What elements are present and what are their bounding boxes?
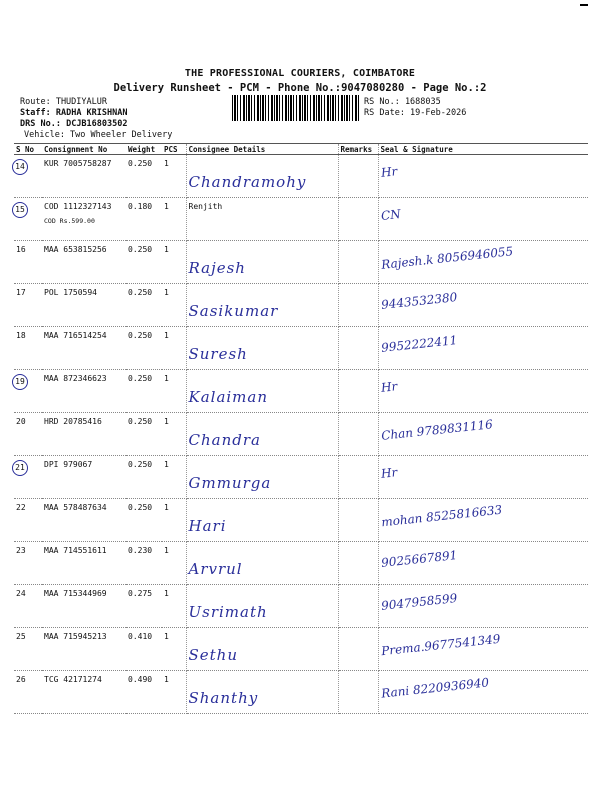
- table-body: [14, 155, 588, 714]
- row-consignment: [42, 370, 126, 413]
- row-remarks: [338, 155, 378, 198]
- row-weight: 0.250: [126, 370, 162, 413]
- col-consignee: Consignee Details: [186, 144, 338, 155]
- row-sno: [14, 198, 42, 241]
- row-signature: [378, 413, 588, 456]
- row-consignee: [186, 327, 338, 370]
- drs-label: DRS No.:: [20, 119, 61, 129]
- row-signature: [378, 585, 588, 628]
- consignment-number: MAA 715344969: [44, 589, 107, 598]
- row-sno: [14, 671, 42, 714]
- consignee-handwritten-name: Rajesh: [188, 259, 246, 277]
- row-sno-value: 20: [16, 417, 26, 426]
- signature-handwriting: 9025667891: [379, 548, 458, 570]
- row-signature: [378, 542, 588, 585]
- corner-mark: [580, 4, 588, 6]
- row-signature: [378, 456, 588, 499]
- runsheet-table: [14, 143, 588, 714]
- vehicle-text: Vehicle: Two Wheeler Delivery: [24, 130, 173, 140]
- signature-handwriting: 9952222411: [379, 333, 458, 355]
- row-remarks: [338, 671, 378, 714]
- table-row: [14, 241, 588, 284]
- consignment-number: TCG 42171274: [44, 675, 102, 684]
- row-consignment: [42, 198, 126, 241]
- table-row: [14, 370, 588, 413]
- row-consignee: [186, 370, 338, 413]
- rs-date: RS Date: 19-Feb-2026: [364, 108, 467, 118]
- row-weight: 0.230: [126, 542, 162, 585]
- row-sno: [14, 241, 42, 284]
- table-row: [14, 456, 588, 499]
- row-remarks: [338, 198, 378, 241]
- row-pcs: 1: [162, 370, 186, 413]
- table-row: [14, 542, 588, 585]
- row-consignment: [42, 628, 126, 671]
- row-signature: [378, 155, 588, 198]
- row-weight: 0.250: [126, 456, 162, 499]
- row-remarks: [338, 370, 378, 413]
- row-weight: 0.250: [126, 327, 162, 370]
- row-signature: [378, 671, 588, 714]
- staff-label: Staff:: [20, 108, 51, 118]
- row-consignment: [42, 413, 126, 456]
- row-sno-value: 19: [12, 374, 28, 390]
- row-pcs: 1: [162, 628, 186, 671]
- row-remarks: [338, 585, 378, 628]
- consignee-handwritten-name: Hari: [188, 517, 227, 535]
- consignee-handwritten-name: Shanthy: [188, 689, 259, 707]
- signature-handwriting: Hr: [379, 465, 398, 481]
- signature-handwriting: Prema.9677541349: [380, 631, 501, 659]
- signature-handwriting: 9047958599: [379, 591, 458, 613]
- row-sno-value: 23: [16, 546, 26, 555]
- row-consignment: [42, 499, 126, 542]
- row-signature: [378, 284, 588, 327]
- row-remarks: [338, 456, 378, 499]
- row-weight: 0.250: [126, 499, 162, 542]
- consignee-handwritten-name: Chandramohy: [188, 173, 307, 191]
- row-sno-value: 25: [16, 632, 26, 641]
- consignee-printed-name: Renjith: [188, 202, 223, 211]
- table-row: [14, 499, 588, 542]
- row-pcs: 1: [162, 413, 186, 456]
- row-sno-value: 24: [16, 589, 26, 598]
- row-sno-value: 22: [16, 503, 26, 512]
- row-signature: [378, 628, 588, 671]
- barcode: [232, 95, 360, 121]
- table-row: [14, 585, 588, 628]
- row-pcs: 1: [162, 284, 186, 327]
- consignee-handwritten-name: Arvrul: [188, 560, 243, 578]
- signature-handwriting: Hr: [379, 164, 398, 180]
- row-consignment: [42, 241, 126, 284]
- consignee-handwritten-name: Gmmurga: [188, 474, 272, 492]
- row-consignee: [186, 628, 338, 671]
- table-row: [14, 671, 588, 714]
- row-weight: 0.180: [126, 198, 162, 241]
- col-signature: Seal & Signature: [378, 144, 588, 155]
- drs-line: [20, 119, 128, 129]
- route-text: Route: THUDIYALUR: [20, 97, 107, 107]
- consignee-handwritten-name: Usrimath: [188, 603, 268, 621]
- signature-handwriting: Rani 8220936940: [380, 675, 490, 701]
- row-sno: [14, 284, 42, 327]
- row-consignment: [42, 327, 126, 370]
- consignee-handwritten-name: Sethu: [188, 646, 239, 664]
- row-pcs: 1: [162, 155, 186, 198]
- table-row: [14, 155, 588, 198]
- rs-number: RS No.: 1688035: [364, 97, 441, 107]
- row-remarks: [338, 327, 378, 370]
- signature-handwriting: Chan 9789831116: [380, 417, 493, 443]
- row-weight: 0.250: [126, 284, 162, 327]
- consignee-handwritten-name: Sasikumar: [188, 302, 279, 320]
- col-weight: Weight: [126, 144, 162, 155]
- consignee-handwritten-name: Kalaiman: [188, 388, 269, 406]
- consignment-number: POL 1750594: [44, 288, 97, 297]
- col-pcs: PCS: [162, 144, 186, 155]
- consignment-number: KUR 7005758287: [44, 159, 112, 168]
- consignment-number: MAA 714551611: [44, 546, 107, 555]
- row-pcs: 1: [162, 241, 186, 284]
- row-consignee: [186, 198, 338, 241]
- consignment-number: HRD 20785416: [44, 417, 102, 426]
- consignment-number: MAA 872346623: [44, 374, 107, 383]
- row-pcs: 1: [162, 499, 186, 542]
- row-consignee: [186, 413, 338, 456]
- signature-handwriting: 9443532380: [379, 290, 458, 312]
- table-row: [14, 198, 588, 241]
- row-sno: [14, 499, 42, 542]
- row-consignee: [186, 155, 338, 198]
- row-pcs: 1: [162, 585, 186, 628]
- consignment-number: DPI 979067: [44, 460, 93, 469]
- row-weight: 0.410: [126, 628, 162, 671]
- consignee-handwritten-name: Suresh: [188, 345, 248, 363]
- row-signature: [378, 370, 588, 413]
- row-consignment: [42, 671, 126, 714]
- signature-handwriting: Rajesh.k 8056946055: [380, 244, 514, 272]
- company-title: THE PROFESSIONAL COURIERS, COIMBATORE: [184, 68, 416, 79]
- consignment-number: MAA 578487634: [44, 503, 107, 512]
- row-pcs: 1: [162, 456, 186, 499]
- row-consignee: [186, 284, 338, 327]
- row-sno: [14, 155, 42, 198]
- row-sno-value: 26: [16, 675, 26, 684]
- row-sno-value: 16: [16, 245, 26, 254]
- row-remarks: [338, 499, 378, 542]
- row-remarks: [338, 241, 378, 284]
- row-sno: [14, 628, 42, 671]
- consignment-number: MAA 653815256: [44, 245, 107, 254]
- signature-handwriting: CN: [379, 207, 401, 223]
- row-sno: [14, 370, 42, 413]
- row-pcs: 1: [162, 198, 186, 241]
- row-consignee: [186, 671, 338, 714]
- table-row: [14, 628, 588, 671]
- row-consignment: [42, 284, 126, 327]
- staff-name: RADHA KRISHNAN: [55, 108, 128, 118]
- row-signature: [378, 241, 588, 284]
- row-remarks: [338, 542, 378, 585]
- col-consignment: Consignment No: [42, 144, 126, 155]
- consignment-number: MAA 716514254: [44, 331, 107, 340]
- row-weight: 0.250: [126, 241, 162, 284]
- consignment-number: COD 1112327143: [44, 202, 112, 211]
- row-sno-value: 15: [12, 202, 28, 218]
- runsheet-subtitle: Delivery Runsheet - PCM - Phone No.:9047080280 - Page No.:2: [113, 82, 487, 94]
- row-sno: [14, 585, 42, 628]
- row-consignment: [42, 542, 126, 585]
- row-consignee: [186, 456, 338, 499]
- staff-line: [20, 108, 128, 118]
- table-row: [14, 413, 588, 456]
- row-sno-value: 21: [12, 460, 28, 476]
- row-remarks: [338, 413, 378, 456]
- row-pcs: 1: [162, 542, 186, 585]
- row-consignment: [42, 456, 126, 499]
- row-remarks: [338, 284, 378, 327]
- row-consignee: [186, 241, 338, 284]
- signature-handwriting: Hr: [379, 379, 398, 395]
- row-consignment: [42, 585, 126, 628]
- row-sno: [14, 456, 42, 499]
- consignment-number: MAA 715945213: [44, 632, 107, 641]
- row-sno: [14, 413, 42, 456]
- row-consignment: [42, 155, 126, 198]
- row-signature: [378, 327, 588, 370]
- row-weight: 0.250: [126, 155, 162, 198]
- row-remarks: [338, 628, 378, 671]
- table-row: [14, 327, 588, 370]
- row-sno: [14, 327, 42, 370]
- row-sno: [14, 542, 42, 585]
- col-remarks: Remarks: [338, 144, 378, 155]
- row-sno-value: 17: [16, 288, 26, 297]
- row-signature: [378, 499, 588, 542]
- row-pcs: 1: [162, 671, 186, 714]
- table-header-row: [14, 144, 588, 155]
- table-row: [14, 284, 588, 327]
- row-sno-value: 18: [16, 331, 26, 340]
- drs-number: DCJB16803502: [66, 119, 128, 129]
- row-consignee: [186, 542, 338, 585]
- cod-amount: COD Rs.599.00: [44, 217, 95, 225]
- row-consignee: [186, 499, 338, 542]
- row-weight: 0.275: [126, 585, 162, 628]
- row-weight: 0.250: [126, 413, 162, 456]
- row-pcs: 1: [162, 327, 186, 370]
- signature-handwriting: mohan 8525816633: [380, 502, 503, 530]
- consignee-handwritten-name: Chandra: [188, 431, 261, 449]
- col-sno: S No: [14, 144, 42, 155]
- row-consignee: [186, 585, 338, 628]
- row-weight: 0.490: [126, 671, 162, 714]
- row-sno-value: 14: [12, 159, 28, 175]
- row-signature: [378, 198, 588, 241]
